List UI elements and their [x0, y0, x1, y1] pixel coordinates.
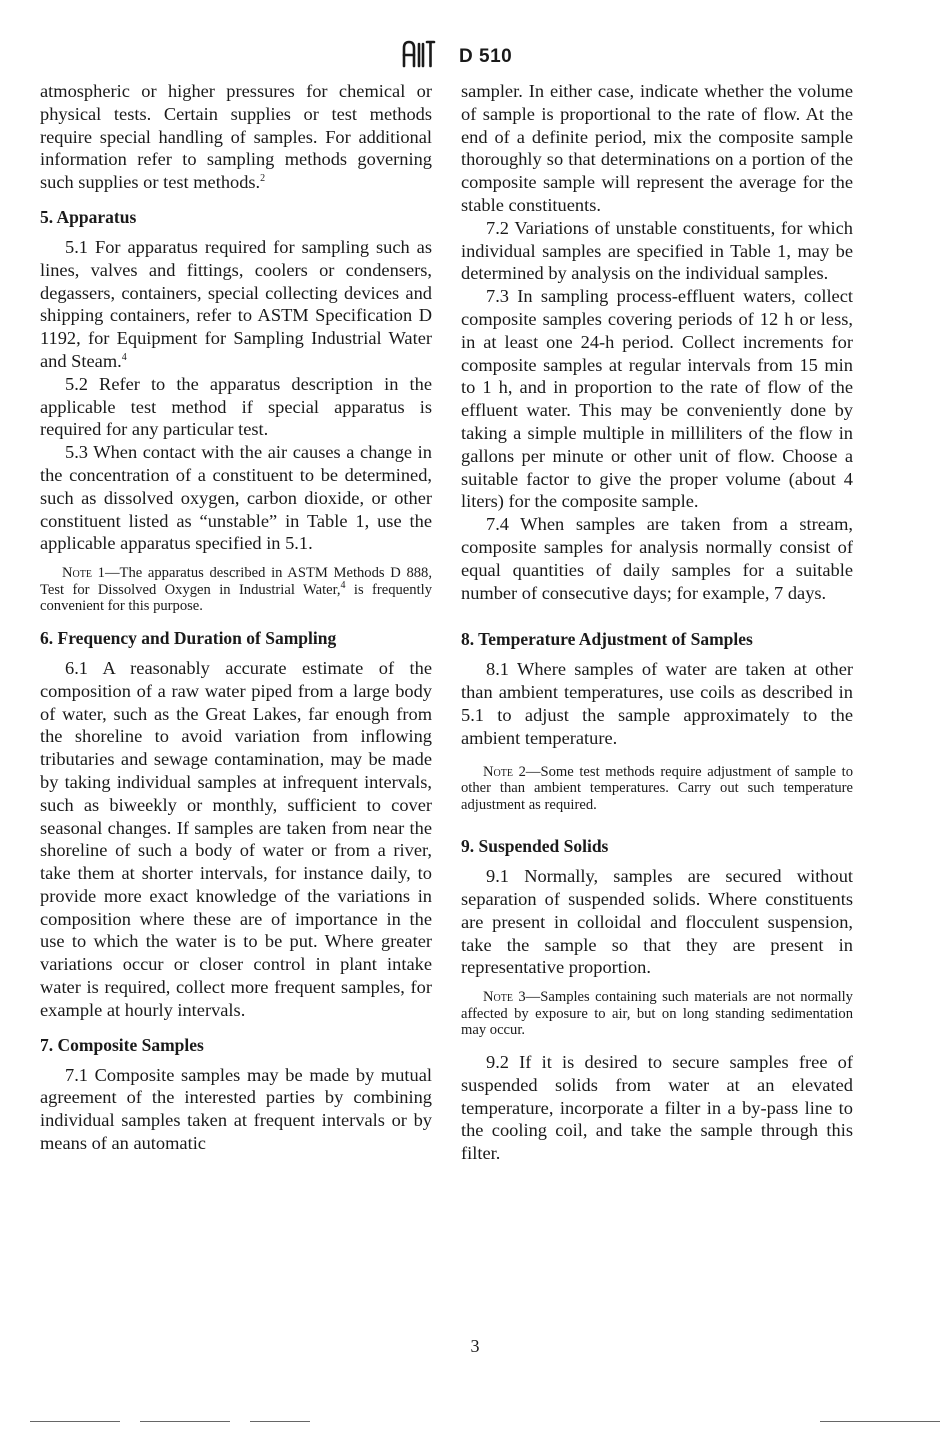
paragraph-5-3: 5.3 When contact with the air causes a change in the concentration of a constituent to be determined, such as dissolved oxygen, carbon dioxide, or other constituent listed as “unstable” in Table 1, use the applicable apparatus specified in 5.1. [40, 442, 432, 554]
right-column [461, 80, 853, 1165]
page-header [0, 36, 950, 76]
paragraph-5-1: 5.1 For apparatus required for sampling such as lines, valves and fittings, coolers or condensers, degassers, containers, special collecting devices and shipping containers, refer to ASTM Specification D 1192, for Equipment for Sampling Industrial Water and Steam.$^4$ [40, 236, 432, 371]
note-3: Note 3—Samples containing such materials are not normally affected by exposure to air, but on long standing sedimentation may occur. [461, 989, 853, 1039]
paragraph-9-2: 9.2 If it is desired to secure samples free of suspended solids from water at an elevated temperature, incorporate a filter in a by-pass line to the cooling coil, and take the sample through this filter. [461, 1052, 853, 1164]
page-number: 3 [470, 1336, 480, 1356]
note-1: Note 1—The apparatus described in ASTM Methods D 888, Test for Dissolved Oxygen in Industrial Water,$^4$ is frequently convenient for this purpose. [40, 565, 432, 615]
paragraph-7-1: 7.1 Composite samples may be made by mutual agreement of the interested parties by combining individual samples taken at frequent intervals or by means of an automatic [40, 1064, 432, 1154]
footnote-ref: 4 [121, 351, 127, 363]
note-label: Note 3 [483, 989, 526, 1006]
footnote-ref: 2 [260, 173, 266, 185]
paragraph-7-4: 7.4 When samples are taken from a stream, composite samples for analysis normally consist of equal quantities of daily samples for a suitable number of consecutive days; for example, 7 days. [461, 514, 853, 603]
section-7-heading: 7. Composite Samples [40, 1034, 204, 1055]
paragraph-intro: atmospheric or higher pressures for chemical or physical tests. Certain supplies or test methods require special handling of samples. For additional information refer to sampling methods governing such supplies or test methods.$^2$ [40, 81, 432, 193]
section-6-heading: 6. Frequency and Duration of Sampling [40, 627, 337, 648]
paragraph-8-1: 8.1 Where samples of water are taken at other than ambient temperatures, use coils as described in 5.1 to adjust the sample approximately to the ambient temperature. [461, 659, 853, 748]
section-8-heading: 8. Temperature Adjustment of Samples [461, 629, 753, 650]
astm-logo [398, 38, 438, 70]
paragraph-7-1-continued: sampler. In either case, indicate whether the volume of sample is proportional to the rate of flow. At the end of a definite period, mix the composite sample thoroughly so that determinations on a portion of the composite sample will represent the average for the stable constituents. [461, 81, 853, 215]
footer-rule [250, 1421, 310, 1422]
paragraph-6-1: 6.1 A reasonably accurate estimate of the composition of a raw water piped from a large body of water, such as the Great Lakes, far enough from the shoreline to avoid variation from inflowing tributaries and sewage contamination, may be made by taking individual samples at infrequent intervals, such as biweekly or monthly, sufficient to cover seasonal changes. If samples are taken from near the shoreline of such a body of water or from a river, take them at shorter intervals, for instance daily, to provide more exact knowledge of the variations in composition where these are of importance in the use to which the water is to be put. Where greater variations occur or closer control in plant intake water is required, collect more frequent samples, for example at hourly intervals. [40, 657, 432, 1020]
paragraph-9-1: 9.1 Normally, samples are secured without separation of suspended solids. Where constituents are present in colloidal and flocculent suspension, take the sample so that they are present in representative proportion. [461, 866, 853, 978]
paragraph-7-2: 7.2 Variations of unstable constituents, for which individual samples are specified in Table 1, may be determined by analysis on the individual samples. [461, 217, 853, 284]
note-label: Note 1 [62, 565, 105, 582]
section-9-heading: 9. Suspended Solids [461, 836, 609, 857]
paragraph-5-2: 5.2 Refer to the apparatus description in the applicable test method if special apparatus is required for any particular test. [40, 373, 432, 440]
footer-rule [820, 1421, 940, 1422]
footer-rule [140, 1421, 230, 1422]
note-label: Note 2 [483, 763, 526, 780]
section-5-heading: 5. Apparatus [40, 206, 137, 227]
left-column [40, 80, 432, 1155]
footer-rule [30, 1421, 120, 1422]
note-2: Note 2—Some test methods require adjustment of sample to other than ambient temperatures. Carry out such temperature adjustment as required. [461, 763, 853, 813]
footnote-ref: 4 [340, 579, 346, 591]
document-designation: D 510 [459, 46, 513, 67]
paragraph-7-3: 7.3 In sampling process-effluent waters, collect composite samples covering periods of 12 h or less, in at least one 24-h period. Collect increments for composite samples at regular intervals from 15 min to 1 h, and in proportion to the rate of flow of the effluent water. This may be conveniently done by taking a simple multiple in milliliters of the flow in gallons per minute or other unit of flow. Choose a suitable factor to give the proper volume (about 4 liters) for the composite sample. [461, 286, 853, 512]
